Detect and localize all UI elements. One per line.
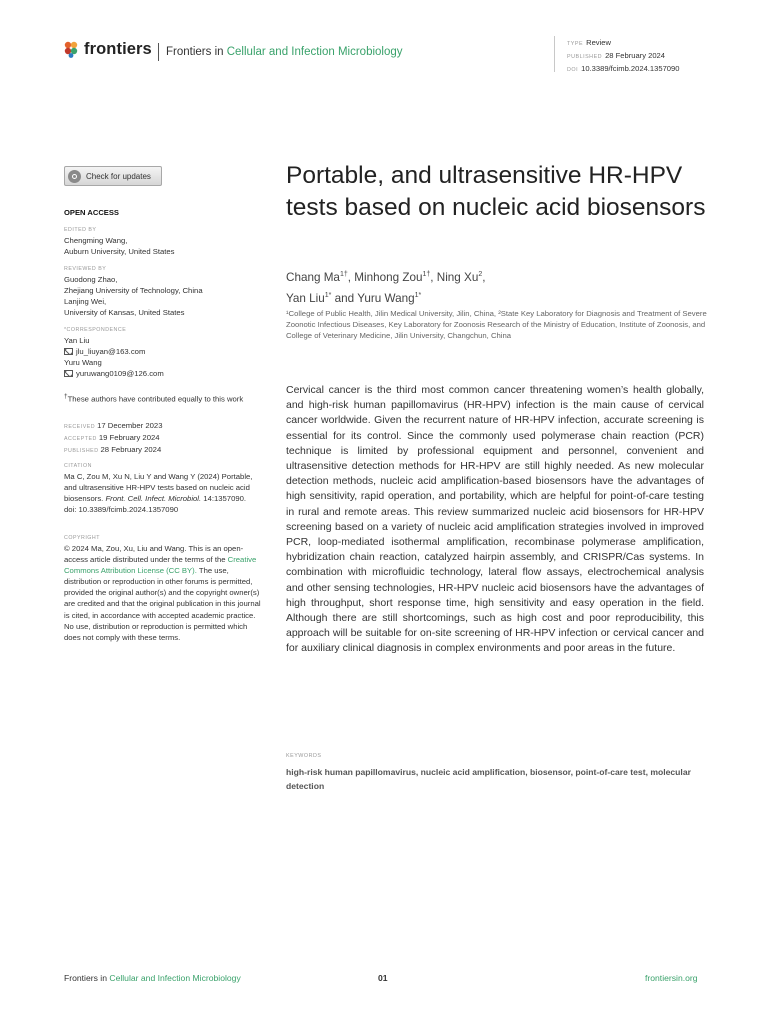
email-link[interactable]: [64, 346, 262, 357]
journal-prefix: Frontiers in: [166, 46, 224, 58]
license-link[interactable]: Creative Commons Attribution License (CC BY).: [64, 555, 257, 576]
mail-icon: [64, 348, 73, 355]
published-label: PUBLISHED: [64, 448, 99, 454]
journal-name[interactable]: [166, 46, 403, 58]
edited-by-label: EDITED BY: [64, 227, 97, 233]
citation-text: Ma C, Zou M, Xu N, Liu Y and Wang Y (2024) Portable, and ultrasensitive HR-HPV tests based on nucleic acid biosensors. Front. Cell. Infect. Microbiol. 14:1357090. doi: 10.3389/fcimb.2024.1357090: [64, 471, 262, 515]
published-value: 28 February 2024: [605, 51, 666, 61]
frontiers-logo[interactable]: [64, 40, 152, 59]
doi-label: DOI: [567, 67, 579, 74]
keywords-label: KEYWORDS: [286, 753, 322, 759]
author-name[interactable]: Minhong Zou$^{1\dagger}$: [354, 270, 431, 284]
mail-icon: [64, 370, 73, 377]
edited-by-section: [64, 226, 262, 257]
email-address: yuruwang0109@126.com: [76, 369, 164, 379]
received-label: RECEIVED: [64, 424, 96, 430]
page-number: 01: [378, 973, 388, 983]
footer-journal[interactable]: Frontiers in Cellular and Infection Microbiology: [64, 973, 241, 983]
dagger-mark: †: [64, 393, 68, 400]
journal-title: Cellular and Infection Microbiology: [226, 46, 403, 58]
reviewed-by-label: REVIEWED BY: [64, 266, 107, 272]
copyright-text: © 2024 Ma, Zou, Xu, Liu and Wang. This is an open-access article distributed under the terms of the Creative Commons Attribution License (CC BY). The use, distribution or reproduction in other forums is permitted, provided the original author(s) and the copyright owner(s) are credited and that the original publication in this journal is cited, in accordance with accepted academic practice. No use, distribution or reproduction is permitted which does not comply with these terms.: [64, 544, 261, 642]
reviewed-by-section: [64, 265, 262, 318]
check-for-updates-button[interactable]: [64, 166, 162, 186]
editor-affiliation: Auburn University, United States: [64, 247, 175, 257]
copyright-label: COPYRIGHT: [64, 535, 100, 541]
keywords: high-risk human papillomavirus, nucleic acid amplification, biosensor, point-of-care test, molecular detection: [286, 767, 691, 791]
reviewer-affiliation: University of Kansas, United States: [64, 308, 185, 318]
check-updates-icon: [68, 170, 81, 183]
accepted-date: 19 February 2024: [98, 433, 160, 442]
correspondence-label: *CORRESPONDENCE: [64, 327, 127, 333]
copyright-section: [64, 534, 262, 643]
author-name[interactable]: Ning Xu$^2$: [436, 270, 483, 284]
reviewer-name: Lanjing Wei,: [64, 297, 107, 307]
brand-name: frontiers: [84, 40, 152, 58]
correspondent-name: Yan Liu: [64, 336, 90, 345]
received-date: 17 December 2023: [97, 421, 163, 430]
author-name[interactable]: Yuru Wang$^{1*}$: [357, 292, 422, 306]
abstract: Cervical cancer is the third most common cancer threatening women’s health globally, and high-risk human papillomavirus (HR-HPV) infection is the main cause of cervical cancer worldwide. Given the recurrent nature of HR-HPV infection, accurate screening is essential for its control. Since the commonly used polymerase chain reaction (PCR) technique is limited by professional equipment and personnel, convenient and ultrasensitive detection methods for HR-HPV are still highly needed. As new molecular detection methods, nucleic acid amplification-based biosensors have the advantages of high sensitivity, rapid operation, and portability, which are helpful for point-of-care testing in rural and remote areas. This review summarized nucleic acid biosensors for HR-HPV screening based on a variety of nucleic acid amplification strategies involved in improved PCR, loop-mediated isothermal amplification, recombinase polymerase amplification, hybridization chain reaction, catalyzed hairpin assembly, and CRISPR/Cas systems. In combination with microfluidic technology, lateral flow assays, electrochemical analysis and other sensing technologies, HR-HPV nucleic acid biosensors have the advantages of high throughput, short response time, high sensitivity and easy operation in the field. Although there are still shortcomings, such as high cost and poor reproducibility, this approach will be suitable for on-site screening of HR-HPV infection or cervical cancer and for auxiliary clinical diagnosis in complex environments and poor areas in the future.: [286, 384, 704, 655]
author-name[interactable]: Yan Liu$^{1*}$: [286, 292, 332, 306]
header-divider: [158, 43, 159, 61]
email-link[interactable]: [64, 368, 262, 379]
reviewer-affiliation: Zhejiang University of Technology, China: [64, 286, 203, 296]
affiliations: ¹College of Public Health, Jilin Medical University, Jilin, China, ²State Key Laboratory for Diagnosis and Treatment of Severe Zoonotic Infectious Diseases, Key Laboratory for Zoonosis Research of the Ministry of Education, Institute of Zoonosis, and College of Veterinary Medicine, Jilin University, Changchun, China: [286, 309, 707, 341]
open-access-label: OPEN ACCESS: [64, 208, 119, 217]
article-meta: [567, 37, 679, 77]
author-name[interactable]: Chang $Ma^{1\dagger}$: [286, 270, 348, 284]
meta-divider: [554, 36, 555, 72]
citation-volume: 14:1357090.: [203, 494, 247, 504]
article-title: Portable, and ultrasensitive HR-HPV tests based on nucleic acid biosensors: [286, 162, 706, 221]
correspondence-section: [64, 326, 262, 379]
correspondent-name: Yuru Wang: [64, 358, 102, 368]
citation-section: [64, 462, 262, 515]
email-address: jlu_liuyan@163.com: [76, 347, 146, 357]
accepted-label: ACCEPTED: [64, 436, 97, 442]
editor-name: Chengming Wang,: [64, 236, 128, 245]
type-label: TYPE: [567, 41, 584, 47]
citation-journal: Front. Cell. Infect. Microbiol.: [105, 494, 202, 504]
contribution-note: [64, 391, 262, 405]
type-value: Review: [586, 38, 611, 47]
published-date: 28 February 2024: [100, 445, 162, 454]
contribution-text: These authors have contributed equally to this work: [67, 394, 244, 404]
published-label: PUBLISHED: [567, 54, 603, 61]
check-updates-label: Check for updates: [86, 171, 151, 181]
dates-section: [64, 420, 262, 456]
citation-label: CITATION: [64, 463, 92, 469]
author-list: Chang $Ma^{1\dagger}$, Minhong Zou$^{1\dagger}$, Ning Xu$^2$, Yan Liu$^{1*}$ and Yuru Wang$^{1*}$: [286, 270, 486, 306]
doi-value[interactable]: 10.3389/fcimb.2024.1357090: [581, 64, 680, 74]
site-link[interactable]: frontiersin.org: [645, 973, 698, 983]
frontiers-mark-icon: [64, 41, 81, 58]
reviewer-name: Guodong Zhao,: [64, 275, 118, 284]
citation-doi[interactable]: doi: 10.3389/fcimb.2024.1357090: [64, 505, 179, 515]
